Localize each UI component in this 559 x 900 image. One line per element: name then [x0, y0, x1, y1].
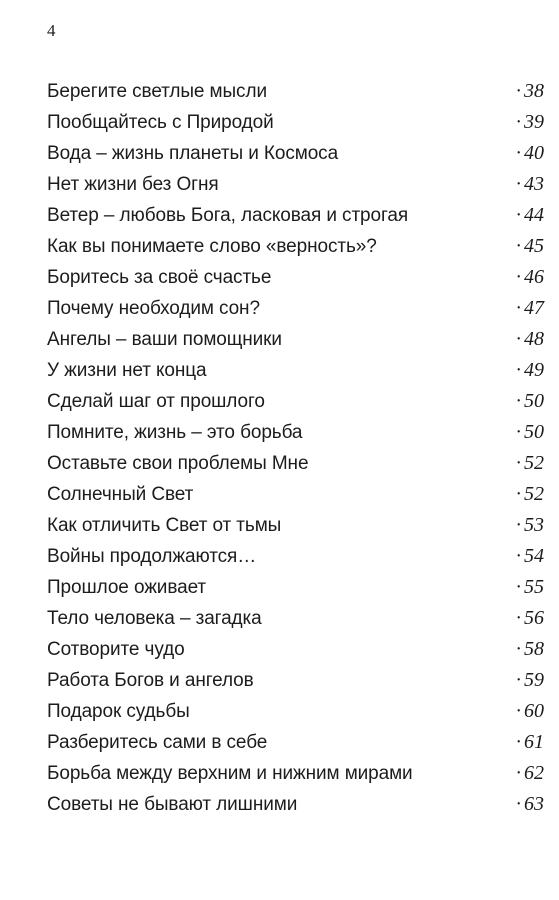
toc-entry-title: Берегите светлые мысли [47, 81, 267, 102]
toc-entry-page-number: 52 [524, 452, 544, 474]
toc-entry-title: Советы не бывают лишними [47, 794, 298, 815]
toc-entry-page: · 50 [515, 421, 544, 443]
toc-entry-page: · 50 [515, 390, 544, 412]
toc-entry-page: · 58 [515, 638, 544, 660]
toc-entry-page: · 48 [515, 328, 544, 350]
toc-entry-title: Нет жизни без Огня [47, 174, 219, 195]
toc-entry-page-number: 55 [524, 576, 544, 598]
toc-entry-title: Как отличить Свет от тьмы [47, 515, 282, 536]
table-of-contents [47, 76, 544, 820]
toc-entry-page-number: 43 [524, 173, 544, 195]
toc-entry-title: Ветер – любовь Бога, ласковая и строгая [47, 205, 409, 226]
toc-entry [47, 541, 544, 572]
toc-entry [47, 448, 544, 479]
toc-entry-page-number: 54 [524, 545, 544, 567]
toc-entry-page-number: 50 [524, 421, 544, 443]
toc-entry-title: Боритесь за своё счастье [47, 267, 272, 288]
page-number: 4 [47, 21, 56, 40]
toc-entry [47, 231, 544, 262]
toc-entry-page: · 38 [515, 80, 544, 102]
toc-entry-page-number: 61 [524, 731, 544, 753]
toc-entry-title: Оставьте свои проблемы Мне [47, 453, 309, 474]
toc-entry [47, 572, 544, 603]
toc-entry-page-number: 63 [524, 793, 544, 815]
toc-entry-page-number: 56 [524, 607, 544, 629]
toc-entry [47, 386, 544, 417]
toc-entry-title: Ангелы – ваши помощники [47, 329, 282, 350]
toc-entry [47, 417, 544, 448]
toc-entry [47, 603, 544, 634]
toc-entry-title: У жизни нет конца [47, 360, 207, 381]
toc-entry-page: · 47 [515, 297, 544, 319]
toc-entry-title: Пообщайтесь с Природой [47, 112, 274, 133]
toc-entry-title: Работа Богов и ангелов [47, 670, 254, 691]
toc-entry-page: · 53 [515, 514, 544, 536]
toc-entry-page-number: 60 [524, 700, 544, 722]
toc-entry-page-number: 44 [524, 204, 544, 226]
toc-entry-page: · 56 [515, 607, 544, 629]
toc-entry-page-number: 40 [524, 142, 544, 164]
toc-entry-title: Солнечный Свет [47, 484, 194, 505]
toc-entry-page: · 55 [515, 576, 544, 598]
toc-entry [47, 479, 544, 510]
toc-entry-title: Сотворите чудо [47, 639, 185, 660]
toc-entry-page: · 46 [515, 266, 544, 288]
toc-entry-title: Войны продолжаются… [47, 546, 257, 567]
toc-entry-page-number: 38 [524, 80, 544, 102]
toc-entry-page-number: 47 [524, 297, 544, 319]
toc-entry-title: Сделай шаг от прошлого [47, 391, 265, 412]
toc-entry-page-number: 52 [524, 483, 544, 505]
toc-entry-page-number: 49 [524, 359, 544, 381]
toc-entry [47, 665, 544, 696]
toc-entry-title: Как вы понимаете слово «верность»? [47, 236, 377, 257]
toc-entry-page: · 40 [515, 142, 544, 164]
toc-entry [47, 634, 544, 665]
toc-entry-page-number: 45 [524, 235, 544, 257]
toc-entry-page-number: 48 [524, 328, 544, 350]
toc-entry-title: Тело человека – загадка [47, 608, 262, 629]
toc-entry-page-number: 46 [524, 266, 544, 288]
toc-entry-page: · 59 [515, 669, 544, 691]
toc-entry-title: Прошлое оживает [47, 577, 207, 598]
toc-entry-page: · 61 [515, 731, 544, 753]
toc-entry [47, 758, 544, 789]
toc-entry-page: · 52 [515, 483, 544, 505]
toc-entry-page: · 52 [515, 452, 544, 474]
toc-entry-page-number: 62 [524, 762, 544, 784]
toc-entry [47, 262, 544, 293]
toc-entry-page: · 43 [515, 173, 544, 195]
toc-entry-page: · 49 [515, 359, 544, 381]
toc-entry [47, 696, 544, 727]
toc-entry [47, 169, 544, 200]
toc-entry [47, 789, 544, 820]
toc-entry-page: · 44 [515, 204, 544, 226]
toc-entry-title: Разберитесь сами в себе [47, 732, 268, 753]
toc-entry-page-number: 59 [524, 669, 544, 691]
toc-entry-page: · 54 [515, 545, 544, 567]
toc-entry [47, 107, 544, 138]
toc-entry-title: Борьба между верхним и нижним мирами [47, 763, 413, 784]
toc-entry-page-number: 39 [524, 111, 544, 133]
toc-entry-page: · 45 [515, 235, 544, 257]
toc-entry [47, 355, 544, 386]
toc-entry [47, 324, 544, 355]
toc-entry [47, 727, 544, 758]
toc-entry-title: Почему необходим сон? [47, 298, 260, 319]
toc-entry-page: · 62 [515, 762, 544, 784]
toc-entry [47, 200, 544, 231]
toc-entry-title: Вода – жизнь планеты и Космоса [47, 143, 339, 164]
toc-entry-title: Помните, жизнь – это борьба [47, 422, 303, 443]
toc-entry-page-number: 50 [524, 390, 544, 412]
toc-entry-page: · 39 [515, 111, 544, 133]
toc-entry [47, 76, 544, 107]
toc-entry-page-number: 53 [524, 514, 544, 536]
toc-entry-page-number: 58 [524, 638, 544, 660]
toc-entry [47, 293, 544, 324]
toc-entry-page: · 60 [515, 700, 544, 722]
toc-entry [47, 138, 544, 169]
toc-entry-title: Подарок судьбы [47, 701, 190, 722]
toc-entry [47, 510, 544, 541]
toc-entry-page: · 63 [515, 793, 544, 815]
